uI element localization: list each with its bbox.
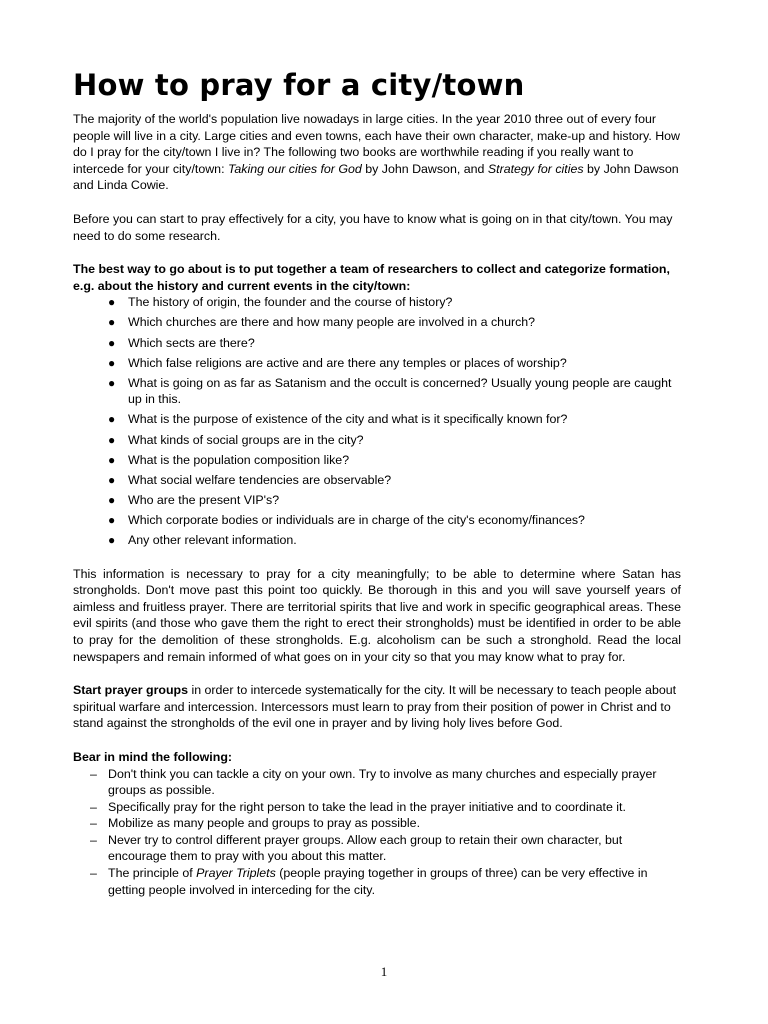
list-item-text: What social welfare tendencies are observable? [128, 472, 392, 487]
list-item-text: Specifically pray for the right person to take the lead in the prayer initiative and to coordinate it. [108, 799, 626, 814]
intro-text-2: by John Dawson, and [361, 161, 488, 176]
bear-heading: Bear in mind the following: [73, 749, 233, 764]
triplets-after: (people praying together in groups of three) can be very effective in getting people involved in interceding for the city. [108, 866, 648, 897]
list-item [108, 294, 681, 311]
list-item-text: What is the purpose of existence of the city and what is it specifically known for? [128, 412, 568, 427]
prayer-groups-text: in order to intercede systematically for the city. It will be necessary to teach people about spiritual warfare and intercession. Intercessors must learn to pray from their position of power in Christ and to stand against the strongholds of the evil one in prayer and by living holy lives before God. [73, 683, 677, 731]
research-paragraph: Before you can start to pray effectively for a city, you have to know what is going on in that city/town. You may need to do some research. [73, 211, 673, 243]
intro-text-3: by John Dawson and Linda Cowie. [73, 161, 679, 193]
strongholds-paragraph: This information is necessary to pray for a city meaningfully; to be able to determine where Satan has strongholds. Don't move past this point too quickly. Be thorough in this and you will save yourself years of aimless and fruitless prayer. There are territorial spirits that live and work in specific geographical areas. These evil spirits (and those who gave them the right to erect their strongholds) must be identified in order to be able to pray for the demolition of these strongholds. E.g. alcoholism can be such a stronghold. Read the local newspapers and remain informed of what goes on in your city so that you may know what to pray for. [73, 566, 681, 664]
list-item-text: What is the population composition like? [128, 452, 350, 467]
intro-paragraph [73, 111, 681, 194]
page-title: How to pray for a city/town [73, 68, 525, 102]
list-item-text: Which churches are there and how many people are involved in a church? [128, 315, 536, 330]
dash-icon: – [90, 816, 97, 831]
list-item [108, 532, 681, 549]
dash-icon: – [90, 832, 97, 847]
list-item-text: Any other relevant information. [128, 532, 297, 547]
intro-text-1: The majority of the world's population live nowadays in large cities. In the year 2010 three out of every four people will live in a city. Large cities and even towns, each have their own character, make-up and history. How do I pray for the city/town I live in? The following two books are worthwhile reading if you really want to intercede for your city/town: [73, 112, 680, 176]
bullet-icon: ● [108, 532, 116, 547]
list-item [108, 375, 681, 408]
bear-list [73, 766, 681, 899]
triplets-before: The principle of [108, 866, 197, 881]
bullet-icon: ● [108, 492, 116, 507]
bullet-icon: ● [108, 335, 116, 350]
list-item [108, 432, 681, 449]
bullet-icon: ● [108, 432, 116, 447]
list-item [108, 411, 681, 428]
list-item [108, 452, 681, 469]
team-heading: The best way to go about is to put together a team of researchers to collect and categorize formation, e.g. about the history and current events in the city/town: [73, 262, 670, 293]
list-item [108, 335, 681, 352]
bullet-icon: ● [108, 355, 116, 370]
book-title-2: Strategy for cities [487, 161, 584, 176]
list-item-text: Who are the present VIP's? [128, 492, 280, 507]
bullet-icon: ● [108, 295, 116, 310]
list-item [90, 832, 681, 865]
dash-icon: – [90, 866, 97, 881]
bullet-icon: ● [108, 315, 116, 330]
bullet-icon: ● [108, 375, 116, 390]
page-number: 1 [380, 964, 388, 979]
list-item-text: What is going on as far as Satanism and the occult is concerned? Usually young people are caught up in this. [128, 375, 672, 407]
list-item [108, 492, 681, 509]
document-body [73, 111, 681, 898]
dash-icon: – [90, 766, 97, 781]
list-item [90, 815, 681, 832]
list-item-text: The history of origin, the founder and the course of history? [128, 295, 453, 310]
list-item [90, 865, 681, 898]
list-item-text: Which false religions are active and are there any temples or places of worship? [128, 355, 567, 370]
dash-icon: – [90, 799, 97, 814]
list-item-text: Which corporate bodies or individuals are in charge of the city's economy/finances? [128, 512, 585, 527]
list-item [108, 314, 681, 331]
bullet-icon: ● [108, 472, 116, 487]
bullet-icon: ● [108, 412, 116, 427]
prayer-groups-paragraph [73, 682, 681, 732]
list-item-text: Mobilize as many people and groups to pray as possible. [108, 816, 421, 831]
book-title-1: Taking our cities for God [227, 161, 362, 176]
prayer-groups-lead: Start prayer groups [73, 683, 188, 698]
list-item-text: Which sects are there? [128, 335, 255, 350]
research-list [73, 294, 681, 548]
list-item-text: What kinds of social groups are in the city? [128, 432, 364, 447]
list-item [108, 355, 681, 372]
list-item-text: Don't think you can tackle a city on your own. Try to involve as many churches and especially prayer groups as possible. [108, 766, 657, 798]
list-item [108, 472, 681, 489]
list-item [90, 766, 681, 799]
list-item [90, 799, 681, 816]
list-item-text: Never try to control different prayer groups. Allow each group to retain their own character, but encourage them to pray with you about this matter. [108, 832, 623, 864]
list-item [108, 512, 681, 529]
prayer-triplets-term: Prayer Triplets [196, 866, 276, 881]
bullet-icon: ● [108, 512, 116, 527]
bullet-icon: ● [108, 452, 116, 467]
